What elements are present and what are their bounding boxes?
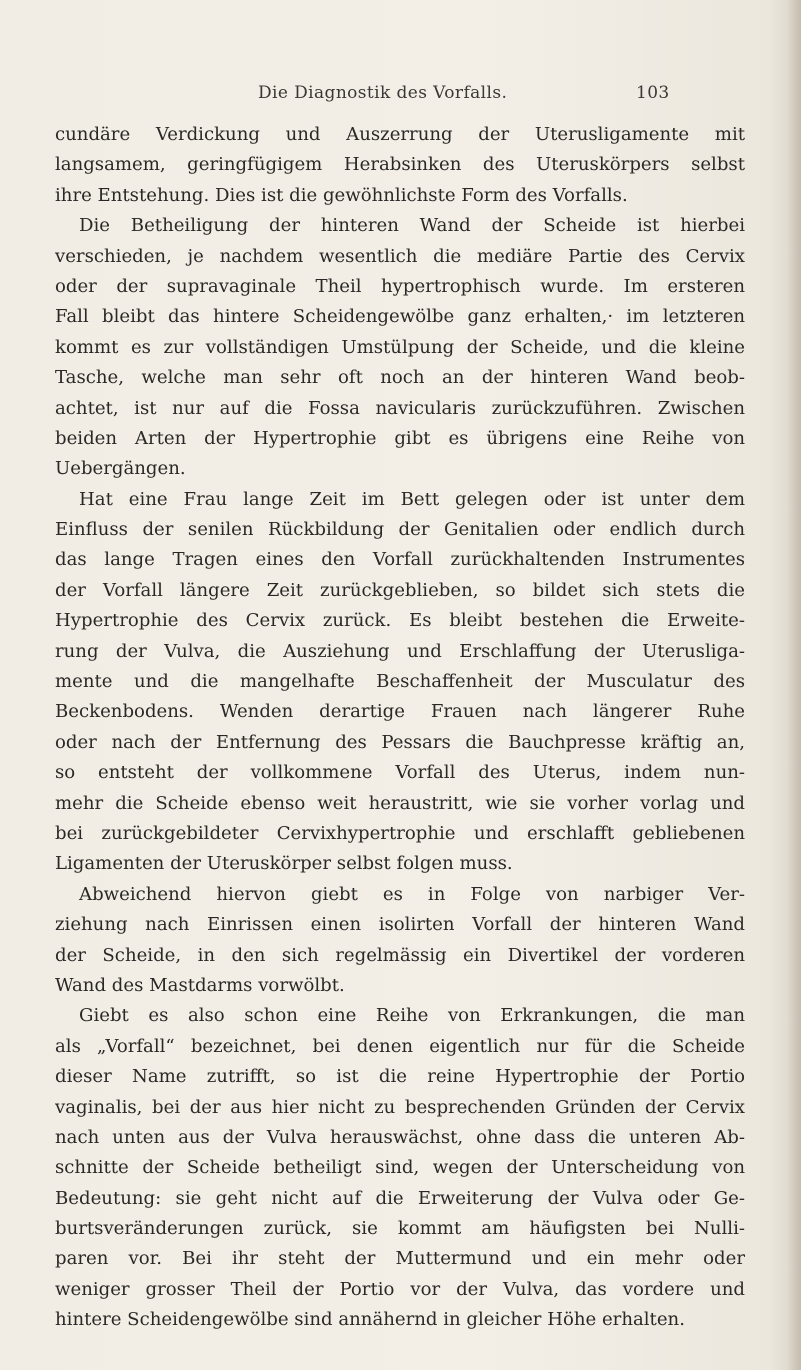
page-header (258, 83, 678, 109)
page-number: 103 (636, 83, 670, 103)
text-line: der Vorfall längere Zeit zurückgeblieben, so bildet sich stets die (55, 579, 745, 601)
text-line: Giebt es also schon eine Reihe von Erkrankungen, die man (79, 1005, 745, 1027)
text-line: Bedeutung: sie geht nicht auf die Erweiterung der Vulva oder Ge- (55, 1187, 745, 1209)
text-line: bei zurückgebildeter Cervixhypertrophie und erschlafft gebliebenen (55, 822, 745, 844)
text-line: Hat eine Frau lange Zeit im Bett gelegen oder ist unter dem (79, 488, 745, 510)
text-line: burtsveränderungen zurück, sie kommt am häufigsten bei Nulli- (55, 1218, 745, 1240)
text-line: nach unten aus der Vulva herauswächst, ohne dass die unteren Ab- (55, 1126, 745, 1148)
text-line: kommt es zur vollständigen Umstülpung der Scheide, und die kleine (55, 336, 745, 358)
text-line: Uebergängen. (55, 458, 186, 480)
text-line: Einfluss der senilen Rückbildung der Genitalien oder endlich durch (55, 519, 745, 541)
text-line: vaginalis, bei der aus hier nicht zu besprechenden Gründen der Cervix (55, 1096, 745, 1118)
text-line: Abweichend hiervon giebt es in Folge von narbiger Ver- (79, 883, 745, 905)
text-line: dieser Name zutrifft, so ist die reine Hypertrophie der Portio (55, 1066, 745, 1088)
text-line: cundäre Verdickung und Auszerrung der Uterusligamente mit (55, 124, 745, 145)
text-line: beiden Arten der Hypertrophie gibt es übrigens eine Reihe von (55, 427, 745, 449)
text-line: oder der supravaginale Theil hypertrophisch wurde. Im ersteren (55, 275, 745, 297)
text-line: mehr die Scheide ebenso weit heraustritt, wie sie vorher vorlag und (55, 792, 745, 814)
text-line: Hypertrophie des Cervix zurück. Es bleibt bestehen die Erweite- (55, 610, 745, 632)
text-line: Die Betheiligung der hinteren Wand der Scheide ist hierbei (79, 215, 745, 237)
text-line: schnitte der Scheide betheiligt sind, wegen der Unterscheidung von (55, 1157, 745, 1179)
text-line: Beckenbodens. Wenden derartige Frauen nach längerer Ruhe (55, 701, 745, 723)
text-line: mente und die mangelhafte Beschaffenheit der Musculatur des (55, 671, 745, 693)
text-line: verschieden, je nachdem wesentlich die mediäre Partie des Cervix (55, 245, 745, 267)
text-line: Ligamenten der Uteruskörper selbst folgen muss. (55, 853, 513, 875)
text-line: achtet, ist nur auf die Fossa navicularis zurückzuführen. Zwischen (55, 397, 745, 419)
text-line: paren vor. Bei ihr steht der Muttermund und ein mehr oder (55, 1248, 745, 1270)
text-line: Fall bleibt das hintere Scheidengewölbe ganz erhalten,· im letzteren (55, 306, 745, 328)
text-line: ihre Entstehung. Dies ist die gewöhnlichste Form des Vorfalls. (55, 184, 628, 206)
body-text (55, 120, 745, 1336)
text-line: Wand des Mastdarms vorwölbt. (55, 974, 345, 996)
text-line: oder nach der Entfernung des Pessars die Bauchpresse kräftig an, (55, 731, 745, 753)
text-line: der Scheide, in den sich regelmässig ein Divertikel der vorderen (55, 944, 745, 966)
text-line: weniger grosser Theil der Portio vor der Vulva, das vordere und (55, 1278, 745, 1300)
text-line: als „Vorfall“ bezeichnet, bei denen eigentlich nur für die Scheide (55, 1035, 745, 1057)
text-line: rung der Vulva, die Ausziehung und Erschlaffung der Uterusliga- (55, 640, 745, 662)
text-line: Tasche, welche man sehr oft noch an der hinteren Wand beob- (55, 367, 745, 389)
text-line: hintere Scheidengewölbe sind annähernd in gleicher Höhe erhalten. (55, 1309, 685, 1331)
text-line: das lange Tragen eines den Vorfall zurückhaltenden Instrumentes (55, 549, 745, 571)
text-line: langsamem, geringfügigem Herabsinken des Uteruskörpers selbst (55, 154, 745, 176)
page-edge-shadow (787, 0, 801, 1370)
text-line: ziehung nach Einrissen einen isolirten Vorfall der hinteren Wand (55, 914, 745, 936)
running-head: Die Diagnostik des Vorfalls. (258, 83, 508, 103)
text-line: so entsteht der vollkommene Vorfall des Uterus, indem nun- (55, 762, 745, 784)
